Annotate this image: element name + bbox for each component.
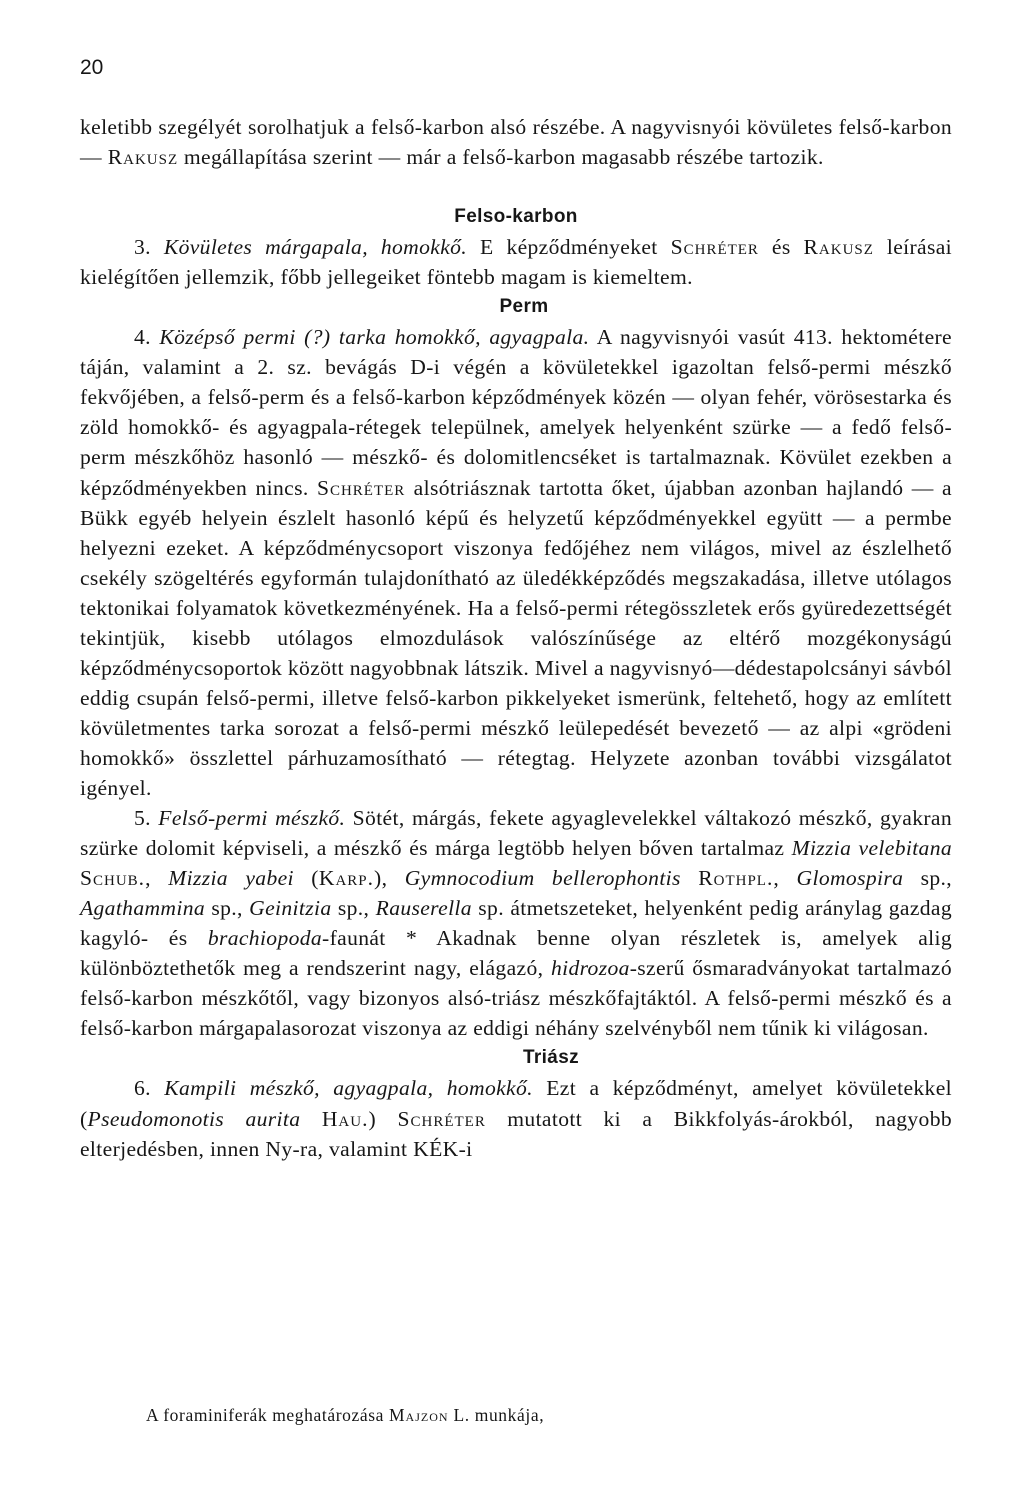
item-number: 5.: [134, 806, 159, 831]
text-span: -faunát * Akadnak benne olyan részletek is, amelyek alig különböztethetők meg a rendszerint nagy, elágazó,: [80, 926, 952, 981]
author-name: Schréter: [397, 1106, 486, 1131]
author-name: Rothpl.: [698, 866, 774, 891]
text-span: A nagyvisnyói vasút 413. hektométere táján, valamint a 2. sz. bevágás D-i végén a kövületekkel igazoltan felső-permi mészkő fekvőjében, a felső-perm és a felső-karbon képződmények közén — olyan fehér, vörösestarka és zöld homokkő- és agyagpala-rétegek települnek, amelyek helyenként szürke — a fedő felső-perm mészkőhöz hasonló — mészkő- és dolomitlencséket is tartalmaznak. Kövület ezekben a képződményekben nincs.: [80, 325, 952, 500]
formation-name: Középső permi (?) tarka homokkő, agyagpala.: [159, 325, 590, 350]
species-name: Pseudomonotis aurita: [87, 1106, 301, 1131]
paragraph-item-4: [80, 322, 952, 803]
formation-name: Kampili mészkő, agyagpala, homokkő.: [164, 1076, 533, 1101]
paragraph-intro: [80, 112, 952, 172]
text-span: sp. átmetszeteket, helyenként pedig aránylag gazdag kagyló- és: [80, 896, 952, 951]
item-number: 6.: [134, 1076, 165, 1101]
species-name: Agathammina: [80, 896, 206, 921]
species-name: Rauserella: [375, 896, 472, 921]
paragraph-item-5: [80, 803, 952, 1043]
text-span: keletibb szegélyét sorolhatjuk a felső-karbon alsó részébe. A nagyvisnyói kövületes felső-karbon —: [80, 115, 952, 170]
taxon-name: hidrozoa: [550, 956, 630, 981]
text-span: megállapítása szerint — már a felső-karbon magasabb részébe tartozik.: [178, 145, 824, 170]
section-heading-perm: Perm: [499, 296, 549, 318]
author-name: Schréter: [316, 475, 406, 500]
section-heading-triasz: Triász: [523, 1047, 579, 1069]
species-name: Glomospira: [796, 866, 904, 891]
author-name: Majzon: [388, 1405, 449, 1425]
formation-name: Felső-permi mészkő.: [158, 806, 346, 831]
text-span: leírásai kielégítően jellemzik, főbb jellegeiket föntebb magam is kiemeltem.: [80, 235, 953, 290]
text-span: A foraminiferák meghatározása: [146, 1405, 389, 1425]
text-span: sp.,: [205, 896, 250, 921]
species-name: Geinitzia: [249, 896, 332, 921]
section-heading-felso-karbon: Felso-karbon: [454, 206, 578, 228]
text-span: [300, 1107, 321, 1131]
text-span: sp.,: [331, 896, 376, 921]
author-name: Schub.: [80, 866, 146, 891]
author-name: Rakusz: [107, 145, 179, 170]
text-span: Sötét, márgás, fekete agyaglevelekkel váltakozó mészkő, gyakran szürke dolomit képviseli, a mészkő és márga legtöbb helyen bőven tartalmaz: [80, 806, 952, 861]
text-span: alsótriásznak tartotta őket, újabban azonban hajlandó — a Bükk egyéb helyein észlelt hasonló képű és helyzetű képződményekkel együtt — a permbe helyezni ezeket. A képződménycsoport viszonya fedőjéhez nem világos, mivel az észlelhető csekély szögeltérés egyformán tulajdonítható az üledékképződés megszakadása, illetve utólagos tektonikai folyamatok következményének. Ha a felső-permi rétegösszletek erős gyüredezettségét tekintjük, kisebb utólagos elmozdulások valószínűsége az eltérő mozgékonyságú képződménycsoportok között nagyobbnak látszik. Mivel a nagyvisnyó—dédestapolcsányi sávból eddig csupán felső-permi, illetve felső-karbon pikkelyeket ismerünk, feltehető, hogy az említett kövületmentes tarka sorozat a felső-permi mészkő leülepedését bevezető — az alpi «grödeni homokkő» összlettel párhuzamosítható — rétegtag. Helyzete azonban további vizsgálatot igényel.: [80, 475, 952, 800]
body-text: [80, 112, 952, 1164]
text-span: mutatott ki a Bikkfolyás-árokból, nagyobb elterjedésben, innen Ny-ra, valamint KÉK-i: [80, 1106, 953, 1161]
text-span: (: [293, 866, 319, 891]
species-name: Gymnocodium bellerophontis: [404, 866, 681, 891]
author-name: Karp.: [318, 866, 375, 891]
text-span: és: [758, 235, 804, 260]
paragraph-item-3: [80, 232, 952, 292]
text-span: ,: [773, 866, 797, 891]
footnote: [146, 1405, 544, 1426]
text-span: -szerű ősmaradványokat tartalmazó felső-karbon mészkőtől, vagy bizonyos alsó-triász mészkőfajtáktól. A felső-permi mészkő és a felső-karbon márgapalasorozat viszonya az eddigi néhány szelvényből nem tűnik ki világosan.: [80, 956, 952, 1041]
text-span: [681, 866, 698, 890]
text-span: L. munkája,: [448, 1405, 545, 1425]
formation-name: Kövületes márgapala, homokkő.: [163, 235, 468, 260]
item-number: 3.: [134, 235, 164, 260]
page-number: 20: [80, 56, 104, 79]
author-name: Rakusz: [803, 235, 874, 260]
text-span: sp.,: [903, 866, 953, 891]
taxon-name: brachiopoda: [207, 926, 323, 951]
text-span: Ezt a képződményt, amelyet kövületekkel (: [80, 1076, 952, 1131]
text-span: ): [368, 1106, 398, 1131]
item-number: 4.: [134, 325, 160, 350]
text-span: ),: [374, 866, 405, 891]
species-name: Mizzia velebitana: [791, 836, 952, 861]
paragraph-item-6: [80, 1073, 952, 1163]
text-span: E képződményeket: [467, 235, 671, 260]
text-span: ,: [145, 866, 169, 891]
author-name: Schréter: [670, 235, 759, 260]
author-name: Hau.: [321, 1106, 369, 1131]
species-name: Mizzia yabei: [168, 866, 294, 891]
